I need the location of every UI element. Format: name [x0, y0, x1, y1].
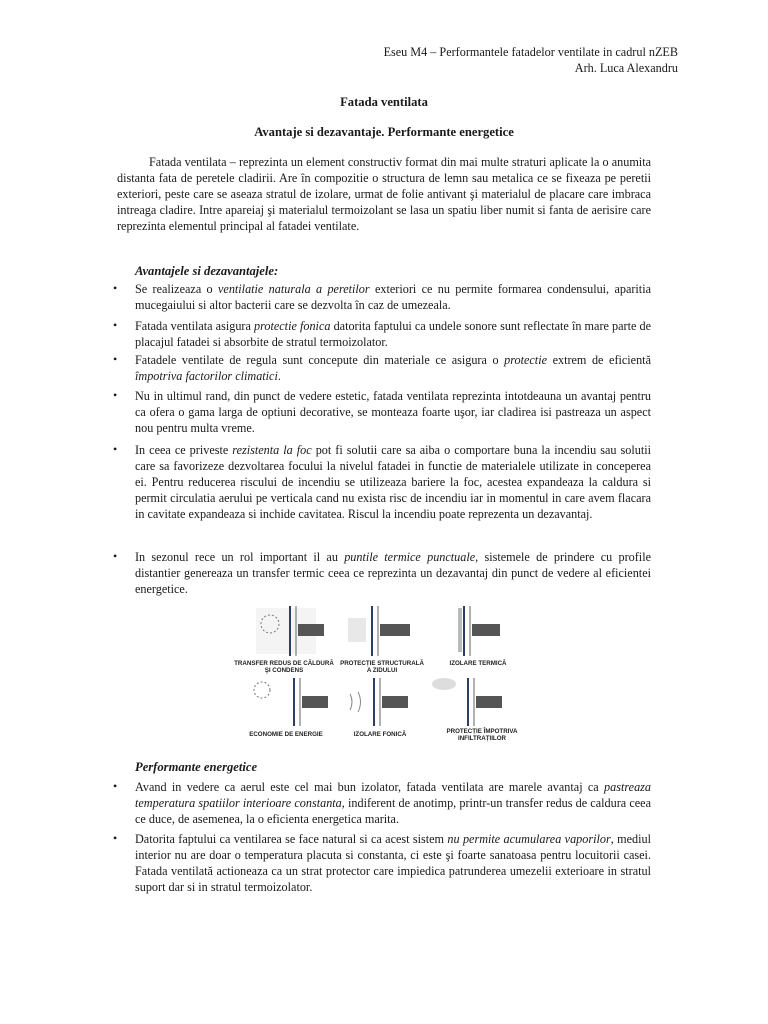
list-item: Datorita faptului ca ventilarea se face natural si ca acest sistem nu permite acumularea vaporilor, mediul interior nu are doar o temperatura placuta si constanta, ci este şi foarte sanatoasa pentru locuitorii casei. Fatada ventilată actioneaza ca un strat protector care impiedica patrunderea umezelii exterioare in stratul suport dar si in stratul termoizolator. — [135, 832, 651, 895]
list-item: Se realizeaza o ventilatie naturala a peretilor exteriori ce nu permite formarea condensului, aparitia mucegaiului si altor bacterii care se dezvolta în caz de umezeala. — [135, 282, 651, 313]
panel-structural — [340, 606, 424, 674]
figure-label: PROTECȚIE ÎMPOTRIVA — [446, 728, 518, 735]
figure-label: IZOLARE FONICĂ — [353, 731, 407, 738]
slab — [302, 696, 328, 708]
header-course-title: Eseu M4 – Performantele fatadelor ventilate in cadrul nZEB — [383, 45, 678, 59]
bullet-marker: • — [113, 281, 118, 295]
bullet-marker: • — [113, 442, 118, 456]
slab — [476, 696, 502, 708]
panel-thermal — [449, 606, 507, 667]
figure-label: ŞI CONDENS — [264, 667, 304, 674]
slab — [380, 624, 410, 636]
figure-label: IZOLARE TERMICĂ — [449, 660, 507, 667]
list-item: Fatada ventilata asigura protectie fonica datorita faptului ca undele sonore sunt reflectate în mare parte de placajul fatadei si absorbite de stratul termoizolator. — [135, 319, 652, 350]
panel-acoustic — [350, 678, 408, 738]
slab — [472, 624, 500, 636]
figure-label: PROTECȚIE STRUCTURALĂ — [340, 660, 424, 667]
figure-label: A ZIDULUI — [366, 667, 398, 674]
figure-label: ECONOMIE DE ENERGIE — [249, 731, 323, 738]
list-item: Nu in ultimul rand, din punct de vedere estetic, fatada ventilata reprezinta intotdeauna un avantaj pentru ca ofera o gama larga de optiuni decorative, se monteaza foarte uşor, iar cladirea isi pastreaza un aspect nou pentru multa vreme. — [135, 389, 651, 436]
list-item: In sezonul rece un rol important il au puntile termice punctuale, sistemele de prindere cu profile distantier genereaza un transfer termic ceea ce reprezinta un dezavantaj din punct de vedere al eficientei energetice. — [135, 550, 651, 597]
panel-bg — [348, 618, 366, 642]
bullet-marker: • — [113, 831, 118, 845]
page-subtitle: Avantaje si dezavantaje. Performante energetice — [254, 125, 514, 139]
list-item: In ceea ce priveste rezistenta la foc pot fi solutii care sa aiba o comportare buna la incendiu sau solutii care sa favorizeze dezvoltarea focului la nivelul fatadei in functie de materialele utilizate in conceperea ei. Pentru reducerea riscului de incendiu se utilizeaza bariere la foc, acestea expandeaza la caldura si permit circulatia aerului pe verticala cand nu exista risc de incendiu iar in momentul in care avem flacara in cavitate expandeaza si inchide cavitatea. Riscul la incendiu poate reprezenta un dezavantaj. — [135, 443, 651, 522]
bullet-marker: • — [113, 352, 118, 366]
bullet-marker: • — [113, 779, 118, 793]
section-performance-title: Performante energetice — [135, 760, 258, 774]
section-advantages-title: Avantajele si dezavantajele: — [135, 264, 279, 278]
cloud-icon — [432, 678, 456, 690]
panel-energy — [249, 678, 328, 738]
list-item: Fatadele ventilate de regula sunt concepute din materiale ce asigura o protectie extrem de eficientă împotriva factorilor climatici. — [135, 353, 651, 384]
figure-label: TRANSFER REDUS DE CĂLDURĂ — [234, 660, 334, 667]
bullet-marker: • — [113, 318, 118, 332]
panel-heat-transfer — [234, 606, 334, 674]
page-title: Fatada ventilata — [340, 95, 428, 109]
sun-icon — [254, 682, 270, 698]
list-item: Avand in vedere ca aerul este cel mai bun izolator, fatada ventilata are marele avantaj ca pastreaza temperatura spatiilor interioare constanta, indiferent de anotimp, printr-un transfer redus de caldura ceea ce duce, de asemenea, la o eficienta energetica marita. — [135, 780, 651, 827]
bullet-marker: • — [113, 388, 118, 402]
sound-wave-icon — [350, 692, 361, 712]
facade-benefits-figure — [232, 604, 528, 744]
insulation — [458, 608, 462, 652]
figure-label: INFILTRAȚIILOR — [457, 735, 507, 742]
header-author: Arh. Luca Alexandru — [574, 61, 678, 75]
slab — [382, 696, 408, 708]
intro-paragraph: Fatada ventilata – reprezinta un element constructiv format din mai multe straturi aplicate la o anumita distanta fata de peretele cladirii. Are în compozitie o structura de lemn sau metalica ce se fixeaza pe peretii exteriori, peste care se aseaza stratul de izolare, urmat de folie antivant şi materialul de placare care imbraca intreaga cladire. Intre apareiaj şi materialul termoizolant se lasa un spatiu liber numit si fanta de aerisire care reprezinta elementul principal al fatadei ventilate. — [117, 155, 651, 234]
panel-infiltration — [432, 678, 518, 742]
slab — [298, 624, 324, 636]
bullet-marker: • — [113, 549, 118, 563]
